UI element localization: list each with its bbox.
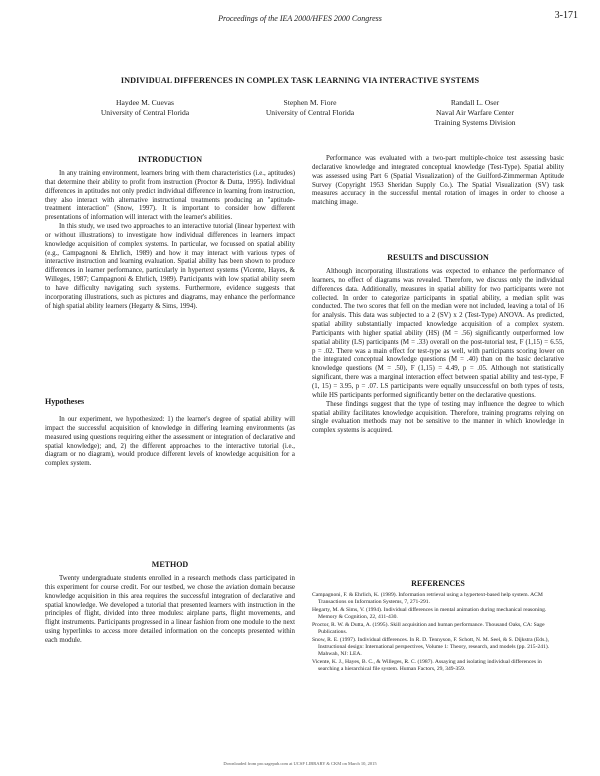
hypotheses-heading: Hypotheses bbox=[45, 397, 85, 406]
results-heading: RESULTS and DISCUSSION bbox=[387, 253, 489, 262]
author-block-1 bbox=[75, 98, 215, 118]
reference-item: Snow, R. E. (1997). Individual differences. In R. D. Tennyson, F. Schott, N. M. Seel, & S. Dijkstra (Eds.), Instructional design: International perspectives, Volume 1: Theory, research, and models (pp. 215-241). Mahwah, NJ: LEA. bbox=[312, 636, 550, 658]
author-name: Randall L. Oser bbox=[450, 98, 500, 107]
references-heading: REFERENCES bbox=[411, 579, 465, 588]
introduction-heading: INTRODUCTION bbox=[137, 155, 202, 164]
author-division: Training Systems Division bbox=[434, 118, 516, 127]
paragraph: Performance was evaluated with a two-part multiple-choice test assessing basic declarative knowledge and integrated conceptual knowledge (Test-Type). Spatial ability was assessed using Part 6 (Spatial Visualization) of the Guilford-Zimmerman Aptitude Survey (Copyright 1953 Sheridan Supply Co.). The Spatial Visualization (SV) task measures accuracy in the successful mental rotation of images in order to choose a matching image. bbox=[312, 155, 564, 207]
download-footer: Downloaded from pro.sagepub.com at UCSF LIBRARY & CKM on March 10, 2015 bbox=[223, 761, 377, 766]
paragraph: In our experiment, we hypothesized: 1) the learner's degree of spatial ability will impact the successful acquisition of knowledge in differing learning environments (as measured using questions requiring either the assessment or integration of declarative and spatial knowledge); and, 2) the different approaches to the interactive tutorial (i.e., diagram or no diagram), would produce different levels of knowledge acquisition for a complex system. bbox=[45, 416, 295, 468]
references-list bbox=[312, 592, 564, 674]
introduction-body bbox=[45, 170, 295, 312]
author-name: Stephen M. Fiore bbox=[283, 98, 337, 107]
right-intro-body bbox=[312, 155, 564, 208]
method-body bbox=[45, 575, 295, 646]
paragraph: In this study, we used two approaches to an interactive tutorial (linear hypertext with or without illustrations) to investigate how individual differences in learners impact knowledge acquisition of complex systems. In particular, we focussed on spatial ability (e.g., Campagnoni & Ehrlich, 1989) and how it may interact with various types of interactive instruction and learning evaluation. Spatial ability has been shown to produce differences in learner performance, particularly in hypertext systems (Vicente, Hayes, & Willeges, 1987; Campagnoni & Ehrlich, 1989). Participants with low spatial ability seem to have difficulty navigating such systems. Furthermore, evidence suggests that incorporating illustrations, such as pictures and diagrams, may enhance the performance of high spatial ability learners (Hegarty & Sims, 1994). bbox=[45, 223, 295, 310]
paragraph: These findings suggest that the type of testing may influence the degree to which spatial ability facilitates knowledge acquisition. Therefore, training programs relying on single evaluation methods may not be sensitive to the manner in which knowledge in complex systems is acquired. bbox=[312, 400, 564, 435]
reference-item: Hegarty, M. & Sims, V. (1994). Individual differences in mental animation during mechanical reasoning. Memory & Cognition, 22, 411-430. bbox=[312, 606, 547, 621]
hypotheses-body bbox=[45, 416, 295, 469]
running-head: Proceedings of the IEA 2000/HFES 2000 Congress bbox=[218, 14, 382, 23]
author-block-2 bbox=[240, 98, 380, 118]
results-body bbox=[312, 268, 564, 436]
author-block-3 bbox=[405, 98, 545, 128]
reference-item: Proctor, R. W. & Dutta, A. (1995). Skill acquisition and human performance. Thousand Oaks, CA: Sage Publications. bbox=[312, 621, 545, 636]
paragraph: Although incorporating illustrations was expected to enhance the performance of learners, no effect of diagrams was revealed. Therefore, we discuss only the individual differences data. Additionally, measures in spatial ability for two participants were not collected. In order to categorize participants in spatial ability, a median split was conducted. The two scores that fell on the median were not included, leaving a total of 16 for analysis. This data was subjected to a 2 (SV) x 2 (Test-Type) ANOVA. As predicted, spatial ability substantially impacted knowledge acquisition of a complex system. Participants with higher spatial ability (HS) (M = .56) significantly outperformed low spatial ability (LS) participants (M = .33) overall on the post-tutorial test, F (1,15) = 6.55, p = .02. There was a main effect for test-type as well, with participants scoring lower on the integrated conceptual knowledge questions (M = .40) than on the basic declarative knowledge questions (M = .50), F (1,15) = 4.49, p = .05. Although not statistically significant, there was a marginal interaction effect between spatial ability and test-type, F (1, 15) = 3.95, p = .07. LS participants were equally unsuccessful on both types of tests, while HS participants performed significantly better on the declarative questions. bbox=[312, 268, 564, 399]
author-affiliation: Naval Air Warfare Center bbox=[436, 108, 514, 117]
reference-item: Vicente, K. J., Hayes, B. C., & Willeges, R. C. (1987). Assaying and isolating individual differences in searching a hierarchical file system. Human Factors, 29, 349-359. bbox=[312, 658, 542, 673]
author-affiliation: University of Central Florida bbox=[265, 108, 355, 117]
reference-item: Campagnoni, F. & Ehrlich, K. (1989). Information retrieval using a hypertext-based help system. ACM Transactions on Information Systems, 7, 271-291. bbox=[312, 592, 543, 606]
author-affiliation: University of Central Florida bbox=[100, 108, 190, 117]
paper-title: INDIVIDUAL DIFFERENCES IN COMPLEX TASK LEARNING VIA INTERACTIVE SYSTEMS bbox=[120, 76, 480, 85]
paragraph: In any training environment, learners bring with them characteristics (i.e., aptitudes) that determine their ability to profit from instruction (Proctor & Dutta, 1995). Individual differences in aptitudes not only predict individual difference in learning from instruction, they also interact with alternative instructional treatments producing an "aptitude-treatment interaction" (Snow, 1997). It is important to consider how different presentations of information will interact with the learner's abilities. bbox=[45, 170, 295, 222]
method-heading: METHOD bbox=[151, 560, 189, 569]
paragraph: Twenty undergraduate students enrolled in a research methods class participated in this experiment for course credit. For our testbed, we chose the aviation domain because knowledge acquisition in this area requires the successful integration of declarative and spatial knowledge. We developed a tutorial that presented learners with instruction in the principles of flight, divided into three modules: airplane parts, flight movements, and flight instruments. Participants progressed in a linear fashion from one module to the next using hyperlinks to access more detailed information on the concepts presented within each module. bbox=[45, 575, 295, 644]
author-name: Haydee M. Cuevas bbox=[116, 98, 174, 107]
page-number: 3-171 bbox=[554, 10, 578, 21]
